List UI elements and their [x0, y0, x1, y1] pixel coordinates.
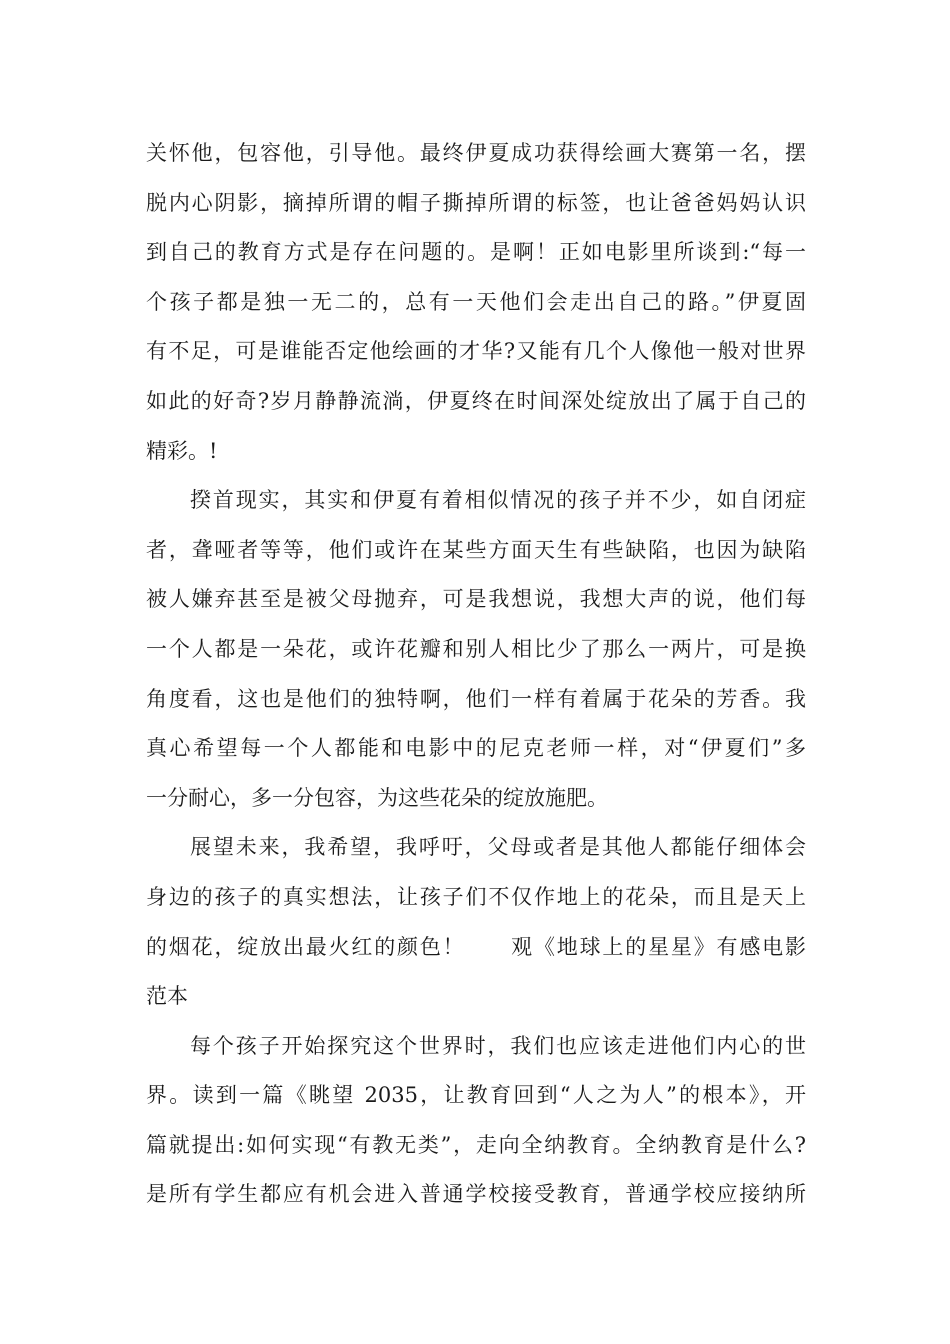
text-line: 被人嫌弃甚至是被父母抛弃，可是我想说，我想大声的说，他们每 — [146, 587, 806, 612]
text-line: 范本 — [146, 984, 188, 1009]
text-line: 关怀他，包容他，引导他。最终伊夏成功获得绘画大赛第一名，摆 — [146, 141, 806, 165]
text-line: 角度看，这也是他们的独特啊，他们一样有着属于花朵的芳香。我 — [146, 686, 806, 711]
text-line: 脱内心阴影，摘掉所谓的帽子撕掉所谓的标签，也让爸爸妈妈认识 — [146, 190, 806, 215]
text-line: 到自己的教育方式是存在问题的。是啊！正如电影里所谈到:“每一 — [146, 240, 806, 265]
text-line: 一个人都是一朵花，或许花瓣和别人相比少了那么一两片，可是换 — [146, 636, 806, 661]
text-line: 篇就提出:如何实现“有教无类”，走向全纳教育。全纳教育是什么? — [146, 1132, 806, 1157]
text-line: 每个孩子开始探究这个世界时，我们也应该走进他们内心的世 — [190, 1033, 806, 1058]
text-line: 的烟花，绽放出最火红的颜色！ 观《地球上的星星》有感电影 — [146, 934, 806, 959]
text-line: 界。读到一篇《眺望 2035，让教育回到“人之为人”的根本》，开 — [146, 1083, 806, 1108]
text-line: 有不足，可是谁能否定他绘画的才华?又能有几个人像他一般对世界 — [146, 339, 806, 364]
text-line: 是所有学生都应有机会进入普通学校接受教育，普通学校应接纳所 — [146, 1182, 806, 1207]
text-line: 个孩子都是独一无二的，总有一天他们会走出自己的路。”伊夏固 — [146, 289, 806, 314]
text-line: 身边的孩子的真实想法，让孩子们不仅作地上的花朵，而且是天上 — [146, 884, 806, 909]
text-line: 精彩。! — [146, 438, 218, 463]
text-line: 展望未来，我希望，我呼吁，父母或者是其他人都能仔细体会 — [190, 835, 806, 860]
text-line: 一分耐心，多一分包容，为这些花朵的绽放施肥。 — [146, 785, 608, 810]
text-line: 揆首现实，其实和伊夏有着相似情况的孩子并不少，如自闭症 — [190, 488, 806, 513]
body-text — [146, 129, 806, 1220]
text-line: 真心希望每一个人都能和电影中的尼克老师一样，对“伊夏们”多 — [146, 736, 806, 761]
text-line: 者，聋哑者等等，他们或许在某些方面天生有些缺陷，也因为缺陷 — [146, 537, 806, 562]
text-line: 如此的好奇?岁月静静流淌，伊夏终在时间深处绽放出了属于自己的 — [146, 388, 806, 413]
